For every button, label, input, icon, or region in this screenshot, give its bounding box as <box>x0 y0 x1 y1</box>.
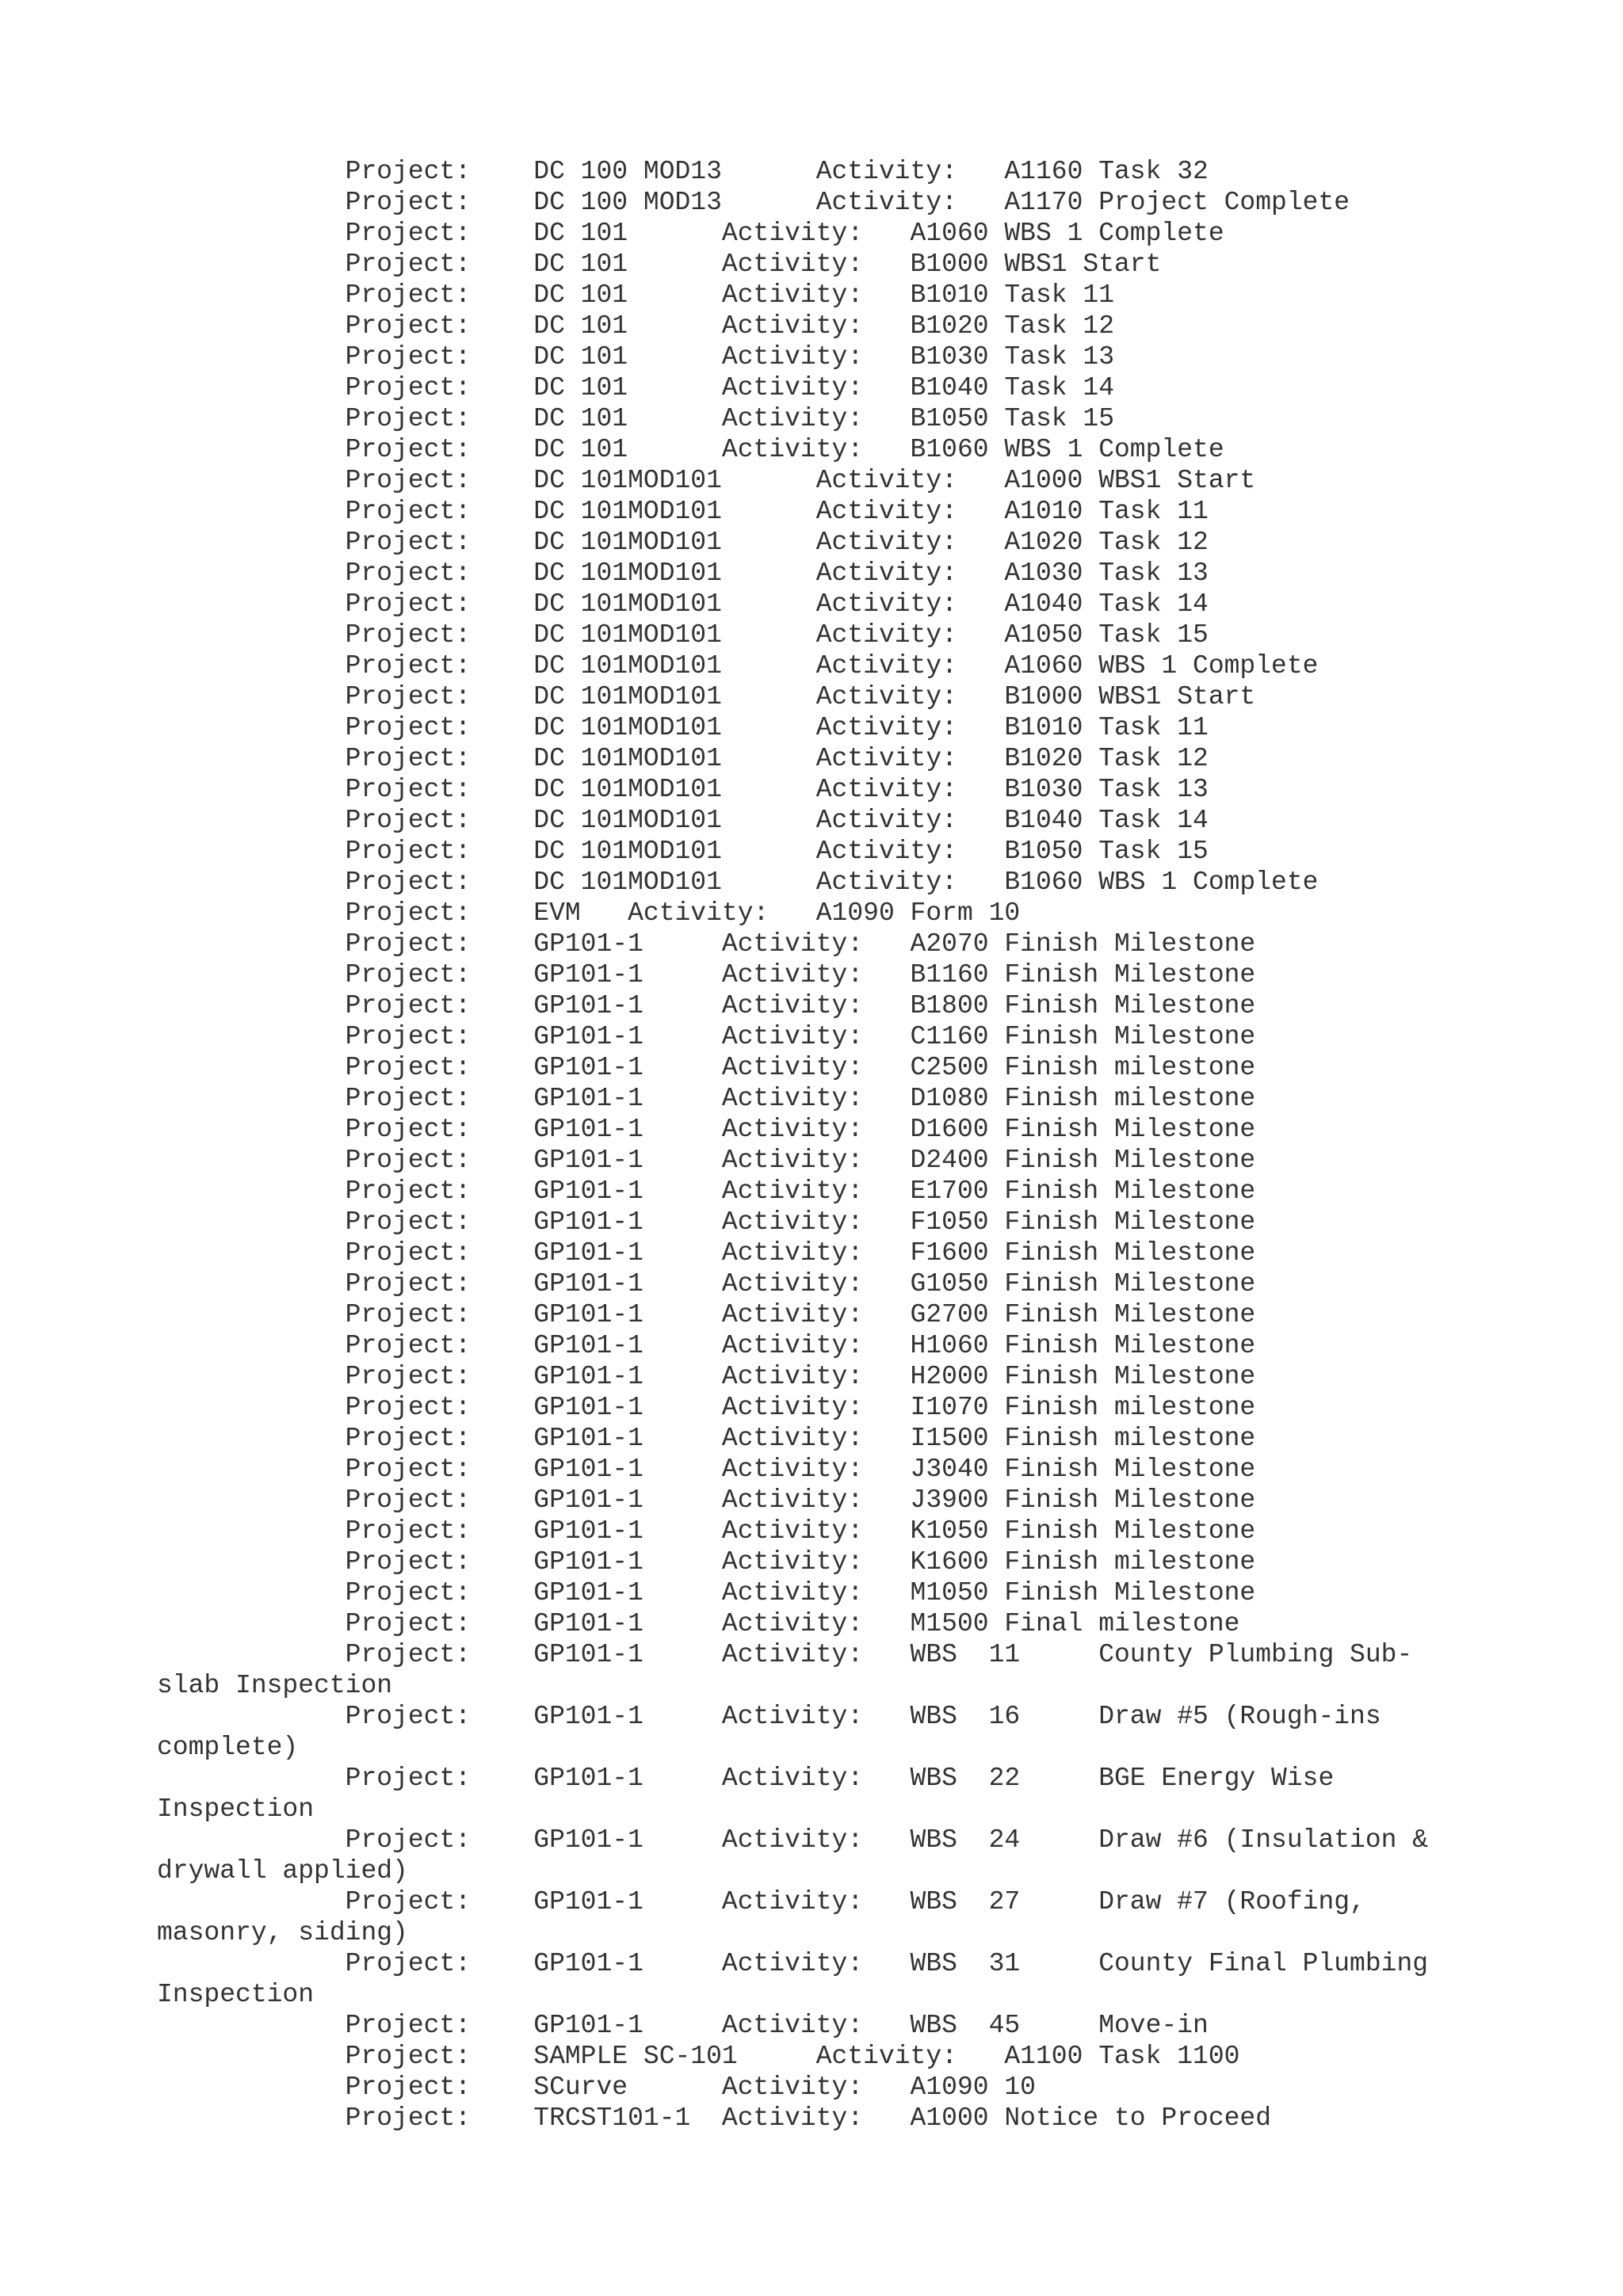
document-line: Project: DC 101 Activity: A1060 WBS 1 Complete <box>157 219 1224 248</box>
document-line: drywall applied) <box>157 1856 408 1886</box>
document-line: Project: GP101-1 Activity: WBS 24 Draw #6 (Insulation & <box>157 1825 1429 1855</box>
document-line: Project: GP101-1 Activity: WBS 45 Move-in <box>157 2011 1209 2040</box>
document-line: complete) <box>157 1733 299 1762</box>
document-line: Project: GP101-1 Activity: I1070 Finish milestone <box>157 1393 1256 1422</box>
document-line: Project: GP101-1 Activity: H2000 Finish Milestone <box>157 1362 1256 1391</box>
document-line: Project: GP101-1 Activity: C1160 Finish Milestone <box>157 1022 1256 1051</box>
document-line: Project: DC 101MOD101 Activity: B1000 WBS1 Start <box>157 682 1256 711</box>
document-line: Project: GP101-1 Activity: WBS 27 Draw #7 (Roofing, <box>157 1887 1365 1917</box>
document-line: Project: DC 101 Activity: B1030 Task 13 <box>157 342 1114 372</box>
document-line: Project: GP101-1 Activity: J3900 Finish Milestone <box>157 1486 1256 1515</box>
document-line: Project: DC 101MOD101 Activity: A1050 Task 15 <box>157 620 1209 650</box>
document-line: Project: DC 101MOD101 Activity: B1010 Task 11 <box>157 713 1209 742</box>
document-line: Project: GP101-1 Activity: WBS 31 County Final Plumbing <box>157 1949 1429 1978</box>
document-line: Project: SAMPLE SC-101 Activity: A1100 Task 1100 <box>157 2042 1240 2071</box>
document-line: Project: DC 101 Activity: B1050 Task 15 <box>157 404 1114 433</box>
document-line: Project: GP101-1 Activity: D2400 Finish Milestone <box>157 1146 1256 1175</box>
document-line: Project: DC 101MOD101 Activity: B1030 Task 13 <box>157 775 1209 804</box>
document-line: Project: GP101-1 Activity: D1080 Finish milestone <box>157 1084 1256 1113</box>
document-line: Project: DC 101 Activity: B1060 WBS 1 Complete <box>157 435 1224 464</box>
document-line: Project: GP101-1 Activity: M1050 Finish Milestone <box>157 1578 1256 1608</box>
document-line: Project: SCurve Activity: A1090 10 <box>157 2073 1036 2102</box>
document-line: Project: GP101-1 Activity: A2070 Finish Milestone <box>157 929 1256 959</box>
document-line: Project: GP101-1 Activity: K1050 Finish Milestone <box>157 1516 1256 1546</box>
document-line: Project: DC 101MOD101 Activity: A1020 Task 12 <box>157 528 1209 557</box>
document-line: Project: GP101-1 Activity: J3040 Finish Milestone <box>157 1455 1256 1484</box>
document-line: Project: GP101-1 Activity: G2700 Finish Milestone <box>157 1300 1256 1329</box>
document-line: Project: GP101-1 Activity: F1600 Finish Milestone <box>157 1238 1256 1268</box>
document-line: masonry, siding) <box>157 1918 408 1947</box>
document-line: Project: DC 101 Activity: B1020 Task 12 <box>157 311 1114 341</box>
activity-listing <box>157 156 1583 2134</box>
document-line: Project: DC 101 Activity: B1010 Task 11 <box>157 280 1114 310</box>
document-line: Project: GP101-1 Activity: H1060 Finish Milestone <box>157 1331 1256 1360</box>
document-line: Project: EVM Activity: A1090 Form 10 <box>157 898 1021 928</box>
document-line: Project: GP101-1 Activity: C2500 Finish milestone <box>157 1053 1256 1082</box>
document-line: Project: GP101-1 Activity: E1700 Finish Milestone <box>157 1177 1256 1206</box>
document-line: Project: DC 101MOD101 Activity: A1060 WBS 1 Complete <box>157 651 1319 681</box>
document-line: Project: GP101-1 Activity: D1600 Finish Milestone <box>157 1115 1256 1144</box>
document-line: Project: GP101-1 Activity: G1050 Finish Milestone <box>157 1269 1256 1299</box>
document-line: Project: GP101-1 Activity: WBS 11 County Plumbing Sub- <box>157 1640 1413 1669</box>
document-line: Project: GP101-1 Activity: WBS 22 BGE Energy Wise <box>157 1764 1335 1793</box>
document-line: Project: DC 101MOD101 Activity: A1000 WBS1 Start <box>157 466 1256 495</box>
document-line: Project: DC 101MOD101 Activity: A1030 Task 13 <box>157 559 1209 588</box>
document-line: Project: GP101-1 Activity: B1160 Finish Milestone <box>157 960 1256 990</box>
document-line: slab Inspection <box>157 1671 393 1700</box>
document-line: Project: GP101-1 Activity: B1800 Finish Milestone <box>157 991 1256 1020</box>
document-line: Project: DC 101MOD101 Activity: B1020 Task 12 <box>157 744 1209 773</box>
document-line: Inspection <box>157 1980 315 2009</box>
document-line: Project: GP101-1 Activity: K1600 Finish milestone <box>157 1547 1256 1577</box>
document-line: Project: DC 101 Activity: B1040 Task 14 <box>157 373 1114 402</box>
document-line: Project: DC 100 MOD13 Activity: A1160 Task 32 <box>157 157 1209 186</box>
document-line: Project: GP101-1 Activity: M1500 Final milestone <box>157 1609 1240 1638</box>
document-line: Project: GP101-1 Activity: WBS 16 Draw #5 (Rough-ins <box>157 1702 1381 1731</box>
document-line: Project: DC 101 Activity: B1000 WBS1 Start <box>157 250 1162 279</box>
document-line: Project: DC 101MOD101 Activity: A1040 Task 14 <box>157 589 1209 619</box>
document-line: Project: TRCST101-1 Activity: A1000 Notice to Proceed <box>157 2103 1272 2133</box>
document-line: Project: GP101-1 Activity: F1050 Finish Milestone <box>157 1207 1256 1237</box>
document-line: Project: GP101-1 Activity: I1500 Finish milestone <box>157 1424 1256 1453</box>
document-line: Project: DC 101MOD101 Activity: A1010 Task 11 <box>157 497 1209 526</box>
document-line: Project: DC 100 MOD13 Activity: A1170 Project Complete <box>157 188 1350 217</box>
document-line: Project: DC 101MOD101 Activity: B1040 Task 14 <box>157 806 1209 835</box>
document-line: Project: DC 101MOD101 Activity: B1050 Task 15 <box>157 837 1209 866</box>
document-line: Inspection <box>157 1794 315 1824</box>
document-line: Project: DC 101MOD101 Activity: B1060 WBS 1 Complete <box>157 868 1319 897</box>
